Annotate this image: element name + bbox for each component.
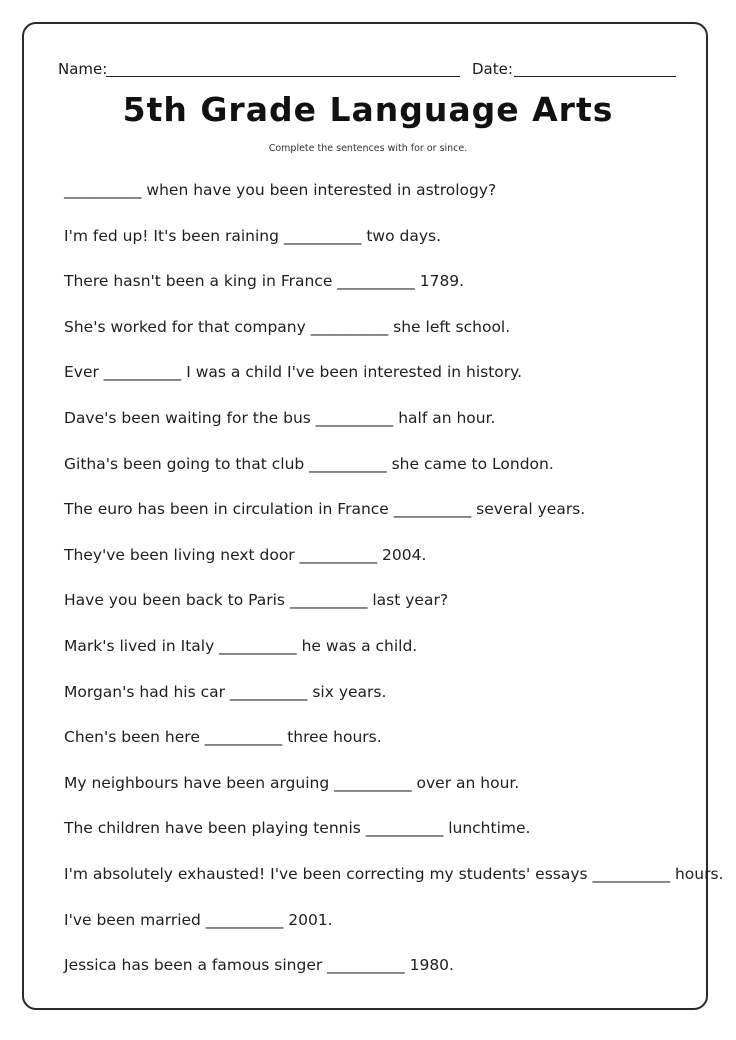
question-item: There hasn't been a king in France __________ 1789. [64, 272, 465, 291]
question-item: They've been living next door __________ 2004. [64, 545, 427, 564]
page-title: 5th Grade Language Arts [122, 90, 614, 129]
name-field[interactable] [106, 76, 460, 77]
question-item: The euro has been in circulation in France __________ several years. [64, 500, 586, 519]
question-item: Chen's been here __________ three hours. [64, 728, 382, 747]
date-label: Date: [472, 60, 513, 78]
question-item: __________ when have you been interested in astrology? [64, 181, 497, 199]
question-item: Morgan's had his car __________ six years. [64, 682, 387, 701]
question-item: I'm fed up! It's been raining __________ two days. [64, 226, 441, 245]
instructions-text: Complete the sentences with for or since. [268, 143, 468, 154]
question-item: Ever __________ I was a child I've been interested in history. [64, 363, 523, 382]
date-field[interactable] [514, 76, 676, 77]
question-item: Jessica has been a famous singer __________ 1980. [64, 956, 454, 975]
worksheet-header [58, 58, 678, 84]
question-item: Dave's been waiting for the bus __________ half an hour. [64, 408, 496, 427]
question-item: Have you been back to Paris __________ last year? [64, 591, 449, 610]
question-item: The children have been playing tennis __________ lunchtime. [64, 819, 531, 838]
question-item: I'm absolutely exhausted! I've been correcting my students' essays __________ hours. [64, 864, 724, 883]
question-item: Mark's lived in Italy __________ he was a child. [64, 636, 418, 655]
question-item: She's worked for that company __________ she left school. [64, 317, 511, 336]
question-item: My neighbours have been arguing __________ over an hour. [64, 773, 520, 792]
name-label: Name: [58, 60, 108, 78]
question-list [64, 176, 724, 997]
question-item: Githa's been going to that club __________ she came to London. [64, 454, 554, 473]
question-item: I've been married __________ 2001. [64, 910, 333, 929]
